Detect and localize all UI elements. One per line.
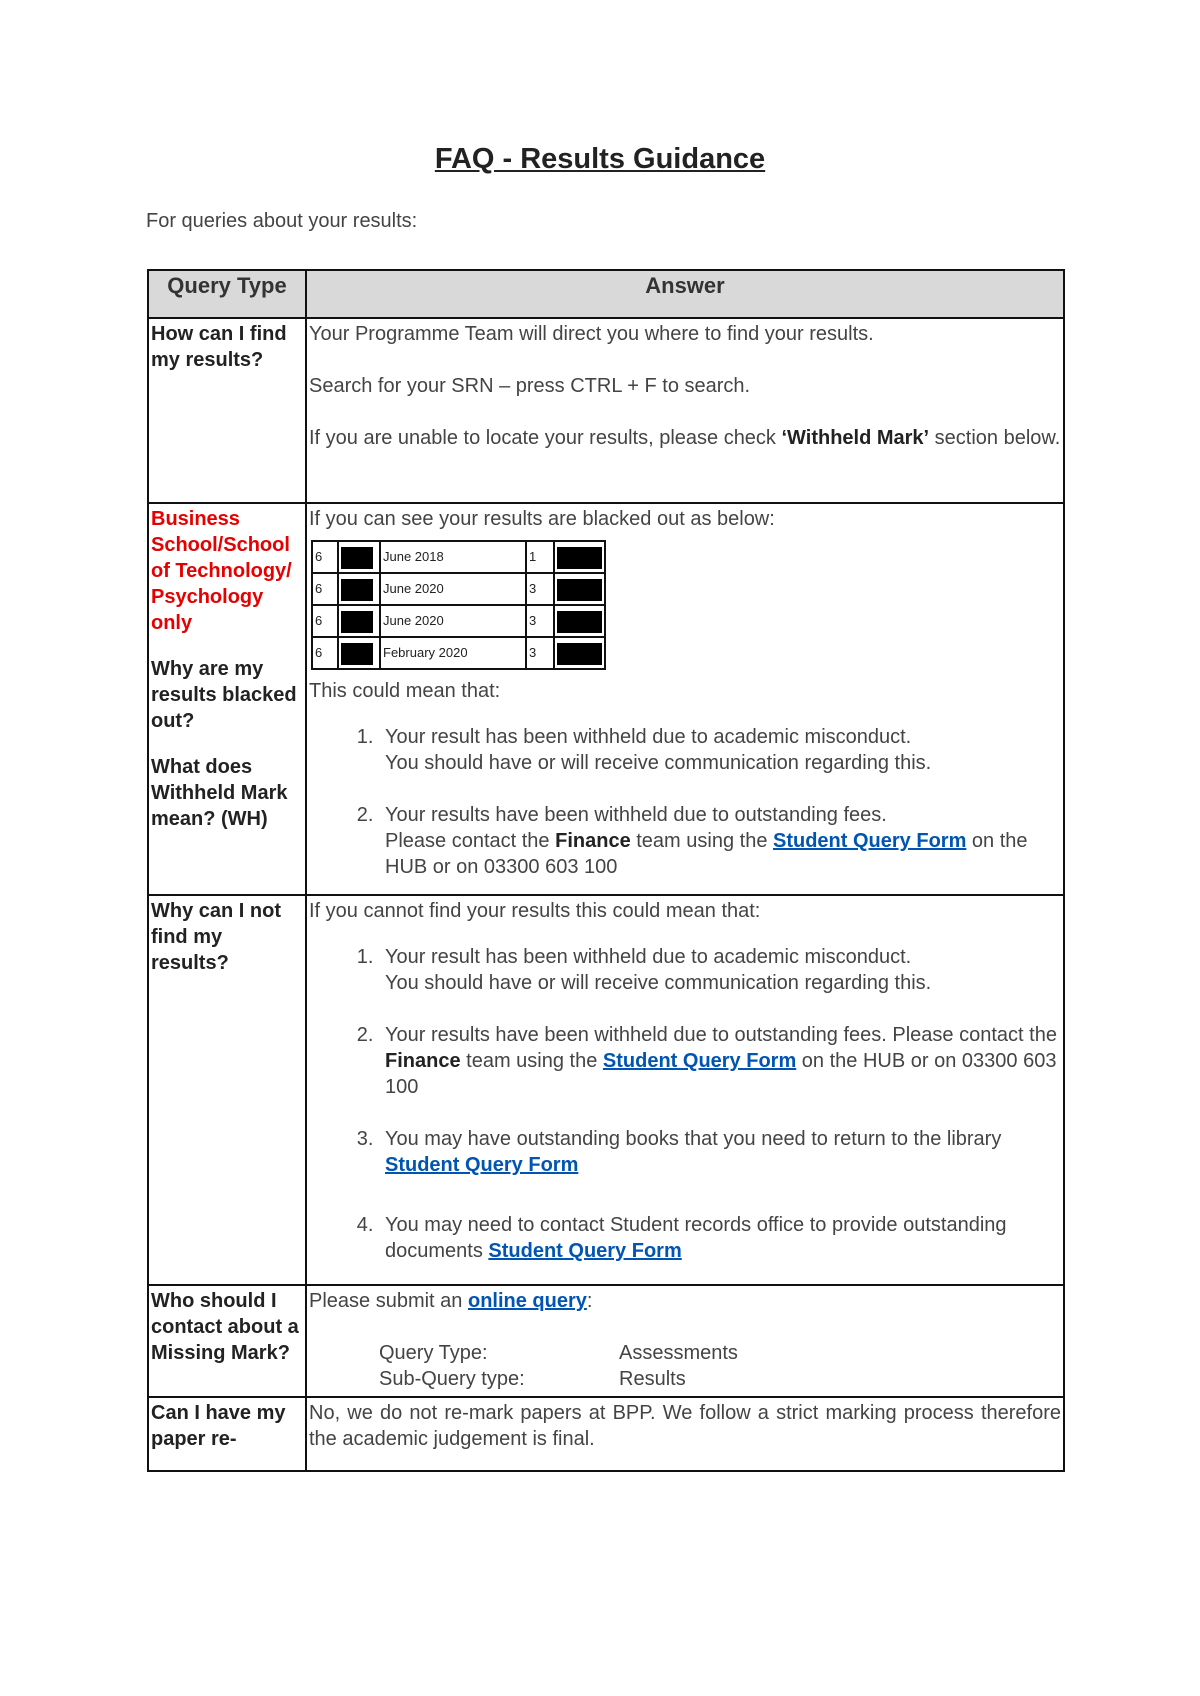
table-row	[148, 503, 1064, 895]
answer-find-results	[306, 318, 1064, 503]
query-type-line: Query Type: Assessments	[379, 1342, 738, 1364]
question-missing-mark: Who should I contact about a Missing Mark?	[148, 1285, 306, 1397]
list-item: 3. You may have outstanding books that you need to return to the library Student Query Form	[379, 1126, 1061, 1178]
table-row	[148, 1285, 1064, 1397]
answer-remark: No, we do not re-mark papers at BPP. We follow a strict marking process therefore the academic judgement is final.	[306, 1397, 1064, 1471]
reasons-list	[309, 724, 1061, 880]
blacked-out-box	[557, 643, 602, 665]
student-query-form-link[interactable]: Student Query Form	[385, 1154, 579, 1176]
blacked-out-example	[311, 540, 606, 670]
answer-missing-mark	[306, 1285, 1064, 1397]
student-query-form-link[interactable]: Student Query Form	[773, 830, 967, 852]
answer-blacked-out	[306, 503, 1064, 895]
list-item: 1. Your result has been withheld due to academic misconduct. You should have or will receive communication regarding this.	[379, 724, 1061, 776]
table-row	[148, 895, 1064, 1285]
row-num: 6	[312, 541, 338, 573]
intro-text: For queries about your results:	[146, 210, 418, 232]
table-header-row	[148, 270, 1064, 318]
blacked-out-box	[557, 579, 602, 601]
answer-cannot-find	[306, 895, 1064, 1285]
answer-text: Please submit an online query:	[309, 1290, 593, 1312]
answer-text: If you cannot find your results this could mean that:	[309, 900, 761, 922]
blacked-out-box	[341, 643, 373, 665]
row-date: June 2018	[380, 541, 526, 573]
answer-text: If you are unable to locate your results, please check ‘Withheld Mark’ section below.	[309, 427, 1061, 449]
sub-query-type-line: Sub-Query type: Results	[379, 1368, 686, 1390]
list-item: 4. You may need to contact Student records office to provide outstanding documents Student Query Form	[379, 1212, 1061, 1264]
page-title: FAQ - Results Guidance	[434, 143, 766, 175]
online-query-link[interactable]: online query	[467, 1290, 587, 1312]
row-credit: 3	[526, 605, 554, 637]
answer-text: Search for your SRN – press CTRL + F to search.	[309, 375, 751, 397]
row-num: 6	[312, 605, 338, 637]
row-credit: 3	[526, 637, 554, 669]
blacked-out-box	[341, 611, 373, 633]
row-date: June 2020	[380, 573, 526, 605]
answer-text: This could mean that:	[309, 680, 501, 702]
question-blacked-out	[148, 503, 306, 895]
question-remark: Can I have my paper re-	[148, 1397, 306, 1471]
withheld-mark-ref: ‘Withheld Mark’	[781, 427, 930, 449]
schools-label: Business School/School of Technology/ Psychology only	[151, 508, 292, 634]
list-item: 1. Your result has been withheld due to academic misconduct. You should have or will receive communication regarding this.	[379, 944, 1061, 996]
question-cannot-find: Why can I not find my results?	[148, 895, 306, 1285]
row-num: 6	[312, 637, 338, 669]
row-date: February 2020	[380, 637, 526, 669]
blacked-out-box	[557, 611, 602, 633]
blacked-out-box	[341, 547, 373, 569]
row-num: 6	[312, 573, 338, 605]
table-row	[148, 1397, 1064, 1471]
list-item: 2. Your results have been withheld due to outstanding fees. Please contact the Finance team using the Student Query Form on the HUB or on 03300 603 100	[379, 802, 1061, 880]
list-item: 2. Your results have been withheld due to outstanding fees. Please contact the Finance team using the Student Query Form on the HUB or on 03300 603 100	[379, 1022, 1061, 1100]
reasons-list	[309, 944, 1061, 1264]
question-text: Why are my results blacked out?	[151, 658, 297, 732]
row-date: June 2020	[380, 605, 526, 637]
answer-text: If you can see your results are blacked out as below:	[309, 508, 775, 530]
faq-table	[147, 269, 1065, 1472]
row-credit: 1	[526, 541, 554, 573]
question-text: What does Withheld Mark mean? (WH)	[151, 756, 288, 830]
table-row	[148, 318, 1064, 503]
header-answer: Answer	[306, 270, 1064, 318]
student-query-form-link[interactable]: Student Query Form	[602, 1050, 797, 1072]
header-query-type: Query Type	[148, 270, 306, 318]
question-find-results: How can I find my results?	[148, 318, 306, 503]
blacked-out-box	[557, 547, 602, 569]
answer-text: Your Programme Team will direct you where to find your results.	[309, 323, 874, 345]
student-query-form-link[interactable]: Student Query Form	[488, 1240, 682, 1262]
row-credit: 3	[526, 573, 554, 605]
blacked-out-box	[341, 579, 373, 601]
